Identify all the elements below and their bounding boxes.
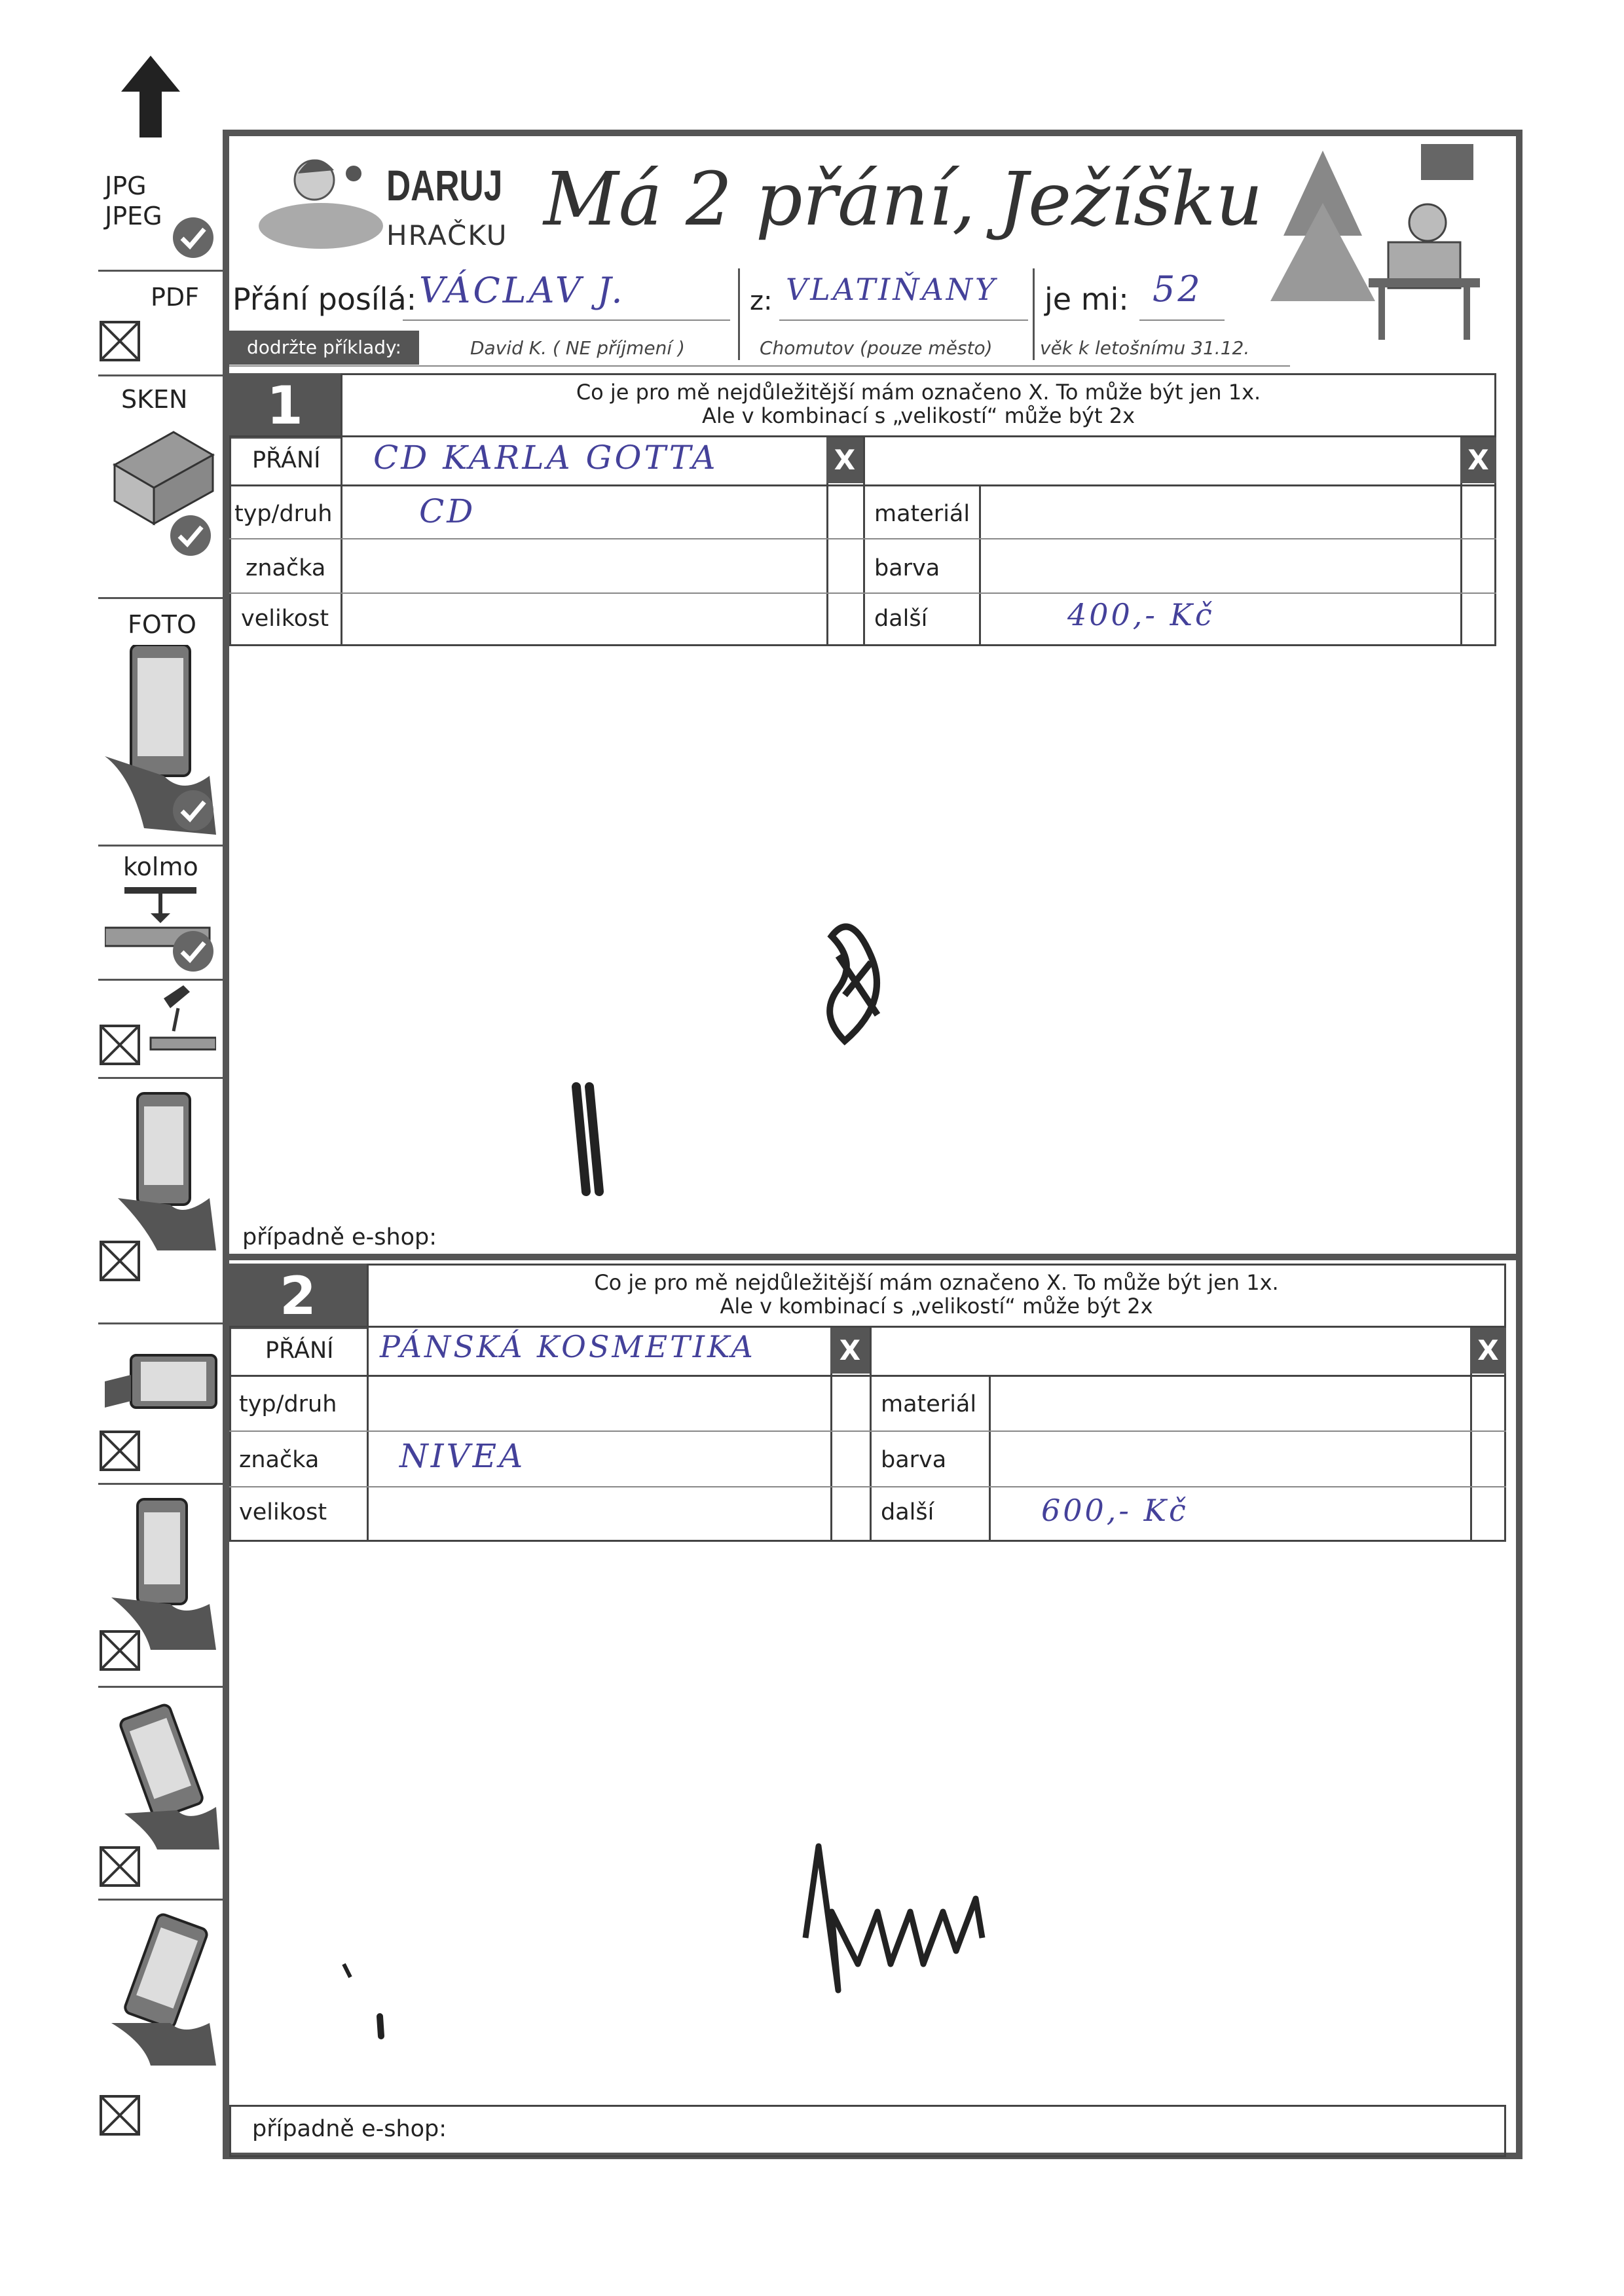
sidebar-jpg-label: JPG xyxy=(105,172,147,200)
wish2-other-value[interactable]: 600,- Kč xyxy=(1041,1493,1189,1528)
age-value[interactable]: 52 xyxy=(1153,268,1203,310)
wish1-color-label: barva xyxy=(874,555,940,581)
logo-line2: HRAČKU xyxy=(386,219,508,251)
wish2-priority-x-right[interactable]: X xyxy=(1470,1328,1506,1374)
wish1-type-value[interactable]: CD xyxy=(419,492,476,530)
logo-line1: DARUJ xyxy=(386,161,503,210)
wish2-color-label: barva xyxy=(881,1447,947,1473)
examples-label: dodržte příklady: xyxy=(229,331,419,365)
wish1-priority-x-left[interactable]: X xyxy=(826,437,863,483)
wish2-priority-x-left[interactable]: X xyxy=(830,1328,870,1374)
santa-logo-icon xyxy=(255,147,386,252)
sidebar-jpeg-label: JPEG xyxy=(105,202,162,230)
cross-box-icon xyxy=(100,321,140,361)
wish2-brand-value[interactable]: NIVEA xyxy=(399,1437,526,1475)
wish2-size-label: velikost xyxy=(239,1499,327,1525)
sidebar-scan-label: SKEN xyxy=(121,385,188,414)
form-title: Má 2 přání, Ježíšku xyxy=(544,157,1263,242)
check-icon xyxy=(172,216,215,259)
cross-box-icon xyxy=(100,1630,140,1671)
wish1-other-label: další xyxy=(874,606,928,632)
wish2-other-label: další xyxy=(881,1499,934,1525)
from-value[interactable]: VLATIŇANY xyxy=(786,272,998,307)
wish1-priority-x-right[interactable]: X xyxy=(1460,437,1496,483)
wish2-eshop-label: případně e-shop: xyxy=(252,2116,447,2142)
wish2-type-label: typ/druh xyxy=(239,1391,337,1417)
wish1-instruction-line2: Ale v kombinací s „velikostí“ může být 2x xyxy=(702,403,1135,428)
age-label: je mi: xyxy=(1044,282,1129,317)
wish2-wish-value[interactable]: PÁNSKÁ KOSMETIKA xyxy=(380,1329,756,1364)
wish2-drawing-area[interactable] xyxy=(229,1545,1506,2108)
cross-box-icon xyxy=(100,1430,140,1471)
example-age: věk k letošnímu 31.12. xyxy=(1040,337,1250,359)
wish2-material-label: materiál xyxy=(881,1391,977,1417)
christmas-tree-illustration-icon xyxy=(1270,137,1486,354)
check-icon xyxy=(169,514,212,557)
example-name: David K. ( NE příjmení ) xyxy=(470,337,685,359)
wish1-type-label: typ/druh xyxy=(234,501,333,527)
upload-arrow-icon xyxy=(121,56,180,137)
cross-box-icon xyxy=(100,1241,140,1281)
wish2-number: 2 xyxy=(229,1264,367,1329)
tilted-phone-in-hand-icon xyxy=(105,1702,223,1853)
cross-box-icon xyxy=(100,1025,140,1065)
wish1-wish-value[interactable]: CD KARLA GOTTA xyxy=(373,439,718,477)
from-label: z: xyxy=(750,286,773,316)
wish1-other-value[interactable]: 400,- Kč xyxy=(1067,597,1215,632)
cross-box-icon xyxy=(100,2095,140,2136)
wish1-drawing-area[interactable] xyxy=(229,648,1496,1257)
sidebar-pdf-label: PDF xyxy=(151,283,200,312)
wish1-material-label: materiál xyxy=(874,501,970,527)
check-icon xyxy=(172,789,215,832)
wish1-number: 1 xyxy=(229,373,341,439)
wish2-instruction-line1: Co je pro mě nejdůležitější mám označeno X. To může být jen 1x. xyxy=(594,1270,1279,1295)
sender-label: Přání posílá: xyxy=(232,282,417,317)
angled-phone-in-hand-icon xyxy=(105,1087,223,1257)
tilted-phone-in-hand-icon xyxy=(105,1912,223,2069)
wish1-eshop-label: případně e-shop: xyxy=(242,1224,437,1250)
landscape-phone-icon xyxy=(105,1342,223,1434)
wish2-wish-label: PŘÁNÍ xyxy=(265,1338,334,1364)
wish1-brand-label: značka xyxy=(246,555,326,581)
cross-box-icon xyxy=(100,1846,140,1887)
sender-value[interactable]: VÁCLAV J. xyxy=(419,270,625,311)
example-city: Chomutov (pouze město) xyxy=(760,337,993,359)
check-icon xyxy=(172,930,215,973)
sidebar-perpendicular-label: kolmo xyxy=(123,852,198,881)
wish1-wish-label: PŘÁNÍ xyxy=(252,447,321,473)
wish2-instruction-line2: Ale v kombinací s „velikostí“ může být 2x xyxy=(720,1294,1153,1319)
sidebar-photo-label: FOTO xyxy=(128,610,196,639)
wish2-brand-label: značka xyxy=(239,1447,320,1473)
wish1-size-label: velikost xyxy=(241,606,329,632)
wish1-instruction-line1: Co je pro mě nejdůležitější mám označeno X. To může být jen 1x. xyxy=(576,380,1261,405)
